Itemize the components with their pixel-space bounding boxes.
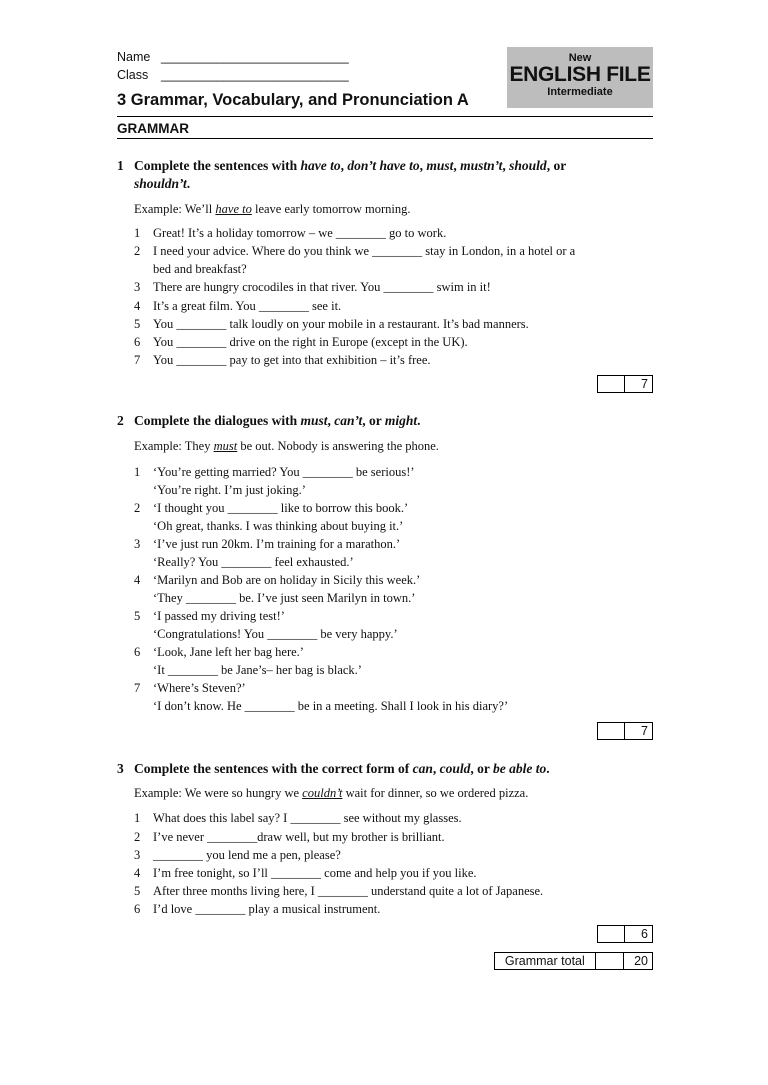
- item-text: ‘It ________ be Jane’s– her bag is black.’: [153, 663, 362, 677]
- item-number: 4: [134, 573, 141, 587]
- item-number: 5: [134, 609, 141, 623]
- list-item: [134, 278, 491, 296]
- grammar-total-max: 20: [634, 954, 649, 968]
- score-input[interactable]: [598, 376, 625, 392]
- item-text: ‘I thought you ________ like to borrow this book.’: [153, 501, 409, 515]
- exercise-1-example: [134, 202, 410, 217]
- list-item: [134, 351, 431, 369]
- english-file-logo: [507, 47, 653, 108]
- option: mustn’t: [460, 158, 503, 173]
- item-number: 1: [134, 811, 141, 825]
- item-text: You ________ pay to get into that exhibition – it’s free.: [153, 353, 431, 367]
- separator: ,: [502, 158, 510, 173]
- item-text: ‘Oh great, thanks. I was thinking about buying it.’: [153, 519, 404, 533]
- separator: ,: [432, 761, 440, 776]
- list-item: [134, 809, 462, 827]
- logo-english-file: ENGLISH FILE: [509, 63, 651, 86]
- item-number: 4: [134, 866, 141, 880]
- item-text: Great! It’s a holiday tomorrow – we ________ go to work.: [153, 226, 447, 240]
- item-number: 2: [134, 501, 141, 515]
- exercise-number: 3: [117, 761, 124, 776]
- score-input[interactable]: [598, 926, 625, 942]
- item-number: 6: [134, 335, 141, 349]
- list-item: [134, 242, 575, 278]
- option: must: [426, 158, 454, 173]
- example-answer: must: [213, 439, 238, 453]
- example-text: Example: We were so hungry we: [134, 786, 303, 800]
- class-field[interactable]: ___________________________: [161, 68, 349, 82]
- class-label: Class: [117, 68, 149, 82]
- list-item: [134, 607, 398, 643]
- separator: , or: [546, 158, 567, 173]
- score-box-1: [597, 375, 653, 393]
- separator: .: [546, 761, 550, 776]
- list-item: [134, 846, 341, 864]
- name-row: [117, 50, 349, 64]
- name-field[interactable]: ___________________________: [161, 50, 349, 64]
- item-number: 1: [134, 465, 141, 479]
- item-text: ‘They ________ be. I’ve just seen Marilyn in town.’: [153, 591, 416, 605]
- list-item: [134, 535, 400, 571]
- item-text: ‘You’re getting married? You ________ be serious!’: [153, 465, 415, 479]
- score-max: 7: [641, 724, 648, 738]
- grammar-total-label: Grammar total: [495, 953, 596, 969]
- list-item: [134, 828, 445, 846]
- item-number: 7: [134, 681, 141, 695]
- item-number: 6: [134, 902, 141, 916]
- logo-new: New: [568, 52, 592, 64]
- separator: ,: [327, 413, 335, 428]
- example-text: Example: We’ll: [134, 202, 216, 216]
- item-number: 3: [134, 280, 141, 294]
- item-text: There are hungry crocodiles in that river. You ________ swim in it!: [153, 280, 491, 294]
- name-label: Name: [117, 50, 151, 64]
- item-number: 7: [134, 353, 141, 367]
- list-item: [134, 333, 468, 351]
- divider: [117, 116, 653, 117]
- item-number: 6: [134, 645, 141, 659]
- item-text: After three months living here, I ________ understand quite a lot of Japanese.: [153, 884, 544, 898]
- item-text: I’ve never ________draw well, but my brother is brilliant.: [153, 830, 445, 844]
- item-number: 5: [134, 884, 141, 898]
- list-item: [134, 882, 543, 900]
- exercise-number: 2: [117, 413, 124, 428]
- item-text: You ________ drive on the right in Europe (except in the UK).: [153, 335, 468, 349]
- option: be able to: [493, 761, 547, 776]
- item-text: ‘Marilyn and Bob are on holiday in Sicily this week.’: [153, 573, 421, 587]
- score-max: 6: [641, 927, 648, 941]
- divider: [117, 138, 653, 139]
- example-text: leave early tomorrow morning.: [251, 202, 411, 216]
- item-number: 2: [134, 830, 141, 844]
- list-item: [134, 315, 529, 333]
- item-number: 5: [134, 317, 141, 331]
- list-item: [134, 224, 446, 242]
- item-text: I’m free tonight, so I’ll ________ come and help you if you like.: [153, 866, 477, 880]
- grammar-total-box: [494, 952, 653, 970]
- example-answer: couldn’t: [302, 786, 343, 800]
- separator: ,: [340, 158, 348, 173]
- example-text: Example: They: [134, 439, 214, 453]
- list-item: [134, 571, 420, 607]
- item-text: ‘I don’t know. He ________ be in a meeting. Shall I look in his diary?’: [153, 699, 509, 713]
- option: don’t have to: [347, 158, 420, 173]
- logo-intermediate: Intermediate: [547, 86, 613, 98]
- instruction-text: Complete the dialogues with: [134, 413, 301, 428]
- separator: ,: [453, 158, 461, 173]
- item-text: ________ you lend me a pen, please?: [153, 848, 341, 862]
- list-item: [134, 499, 408, 535]
- item-text: I need your advice. Where do you think we ________ stay in London, in a hotel or a: [153, 244, 576, 258]
- separator: .: [186, 176, 191, 191]
- exercise-1-title: [117, 157, 647, 193]
- exercise-3-example: [134, 786, 528, 801]
- separator: , or: [470, 761, 494, 776]
- instruction-text: Complete the sentences with: [134, 158, 301, 173]
- list-item: [134, 864, 477, 882]
- item-text: What does this label say? I ________ see without my glasses.: [153, 811, 462, 825]
- list-item: [134, 679, 508, 715]
- option: might: [384, 413, 418, 428]
- item-text: ‘Where’s Steven?’: [153, 681, 246, 695]
- option: shouldn’t: [134, 176, 187, 191]
- option: could: [439, 761, 471, 776]
- list-item: [134, 900, 380, 918]
- exercise-2-example: [134, 439, 439, 454]
- option: can: [412, 761, 433, 776]
- separator: ,: [419, 158, 427, 173]
- item-text: ‘Look, Jane left her bag here.’: [153, 645, 304, 659]
- item-text: It’s a great film. You ________ see it.: [153, 299, 342, 313]
- exercise-3-title: [117, 760, 647, 778]
- total-score-input[interactable]: [596, 953, 625, 969]
- list-item: [134, 297, 341, 315]
- option: must: [300, 413, 328, 428]
- item-text: bed and breakfast?: [153, 262, 247, 276]
- list-item: [134, 643, 362, 679]
- option: should: [509, 158, 547, 173]
- section-heading: GRAMMAR: [117, 121, 189, 136]
- item-text: ‘You’re right. I’m just joking.’: [153, 483, 306, 497]
- list-item: [134, 463, 415, 499]
- exercise-number: 1: [117, 158, 124, 173]
- item-text: ‘I’ve just run 20km. I’m training for a marathon.’: [153, 537, 401, 551]
- class-row: [117, 68, 349, 82]
- score-box-2: [597, 722, 653, 740]
- score-input[interactable]: [598, 723, 625, 739]
- item-number: 3: [134, 537, 141, 551]
- example-text: wait for dinner, so we ordered pizza.: [342, 786, 529, 800]
- item-number: 3: [134, 848, 141, 862]
- item-text: I’d love ________ play a musical instrument.: [153, 902, 381, 916]
- item-text: ‘Congratulations! You ________ be very happy.’: [153, 627, 398, 641]
- exercise-2-title: [117, 412, 647, 430]
- item-text: ‘I passed my driving test!’: [153, 609, 285, 623]
- instruction-text: Complete the sentences with the correct form of: [134, 761, 413, 776]
- page-title: 3 Grammar, Vocabulary, and Pronunciation A: [117, 91, 469, 109]
- score-max: 7: [641, 377, 648, 391]
- item-text: ‘Really? You ________ feel exhausted.’: [153, 555, 354, 569]
- option: can’t: [334, 413, 363, 428]
- example-text: be out. Nobody is answering the phone.: [237, 439, 439, 453]
- item-text: You ________ talk loudly on your mobile in a restaurant. It’s bad manners.: [153, 317, 529, 331]
- item-number: 4: [134, 299, 141, 313]
- item-number: 2: [134, 244, 141, 258]
- example-answer: have to: [215, 202, 252, 216]
- separator: , or: [362, 413, 385, 428]
- score-box-3: [597, 925, 653, 943]
- item-number: 1: [134, 226, 141, 240]
- separator: .: [417, 413, 421, 428]
- option: have to: [300, 158, 341, 173]
